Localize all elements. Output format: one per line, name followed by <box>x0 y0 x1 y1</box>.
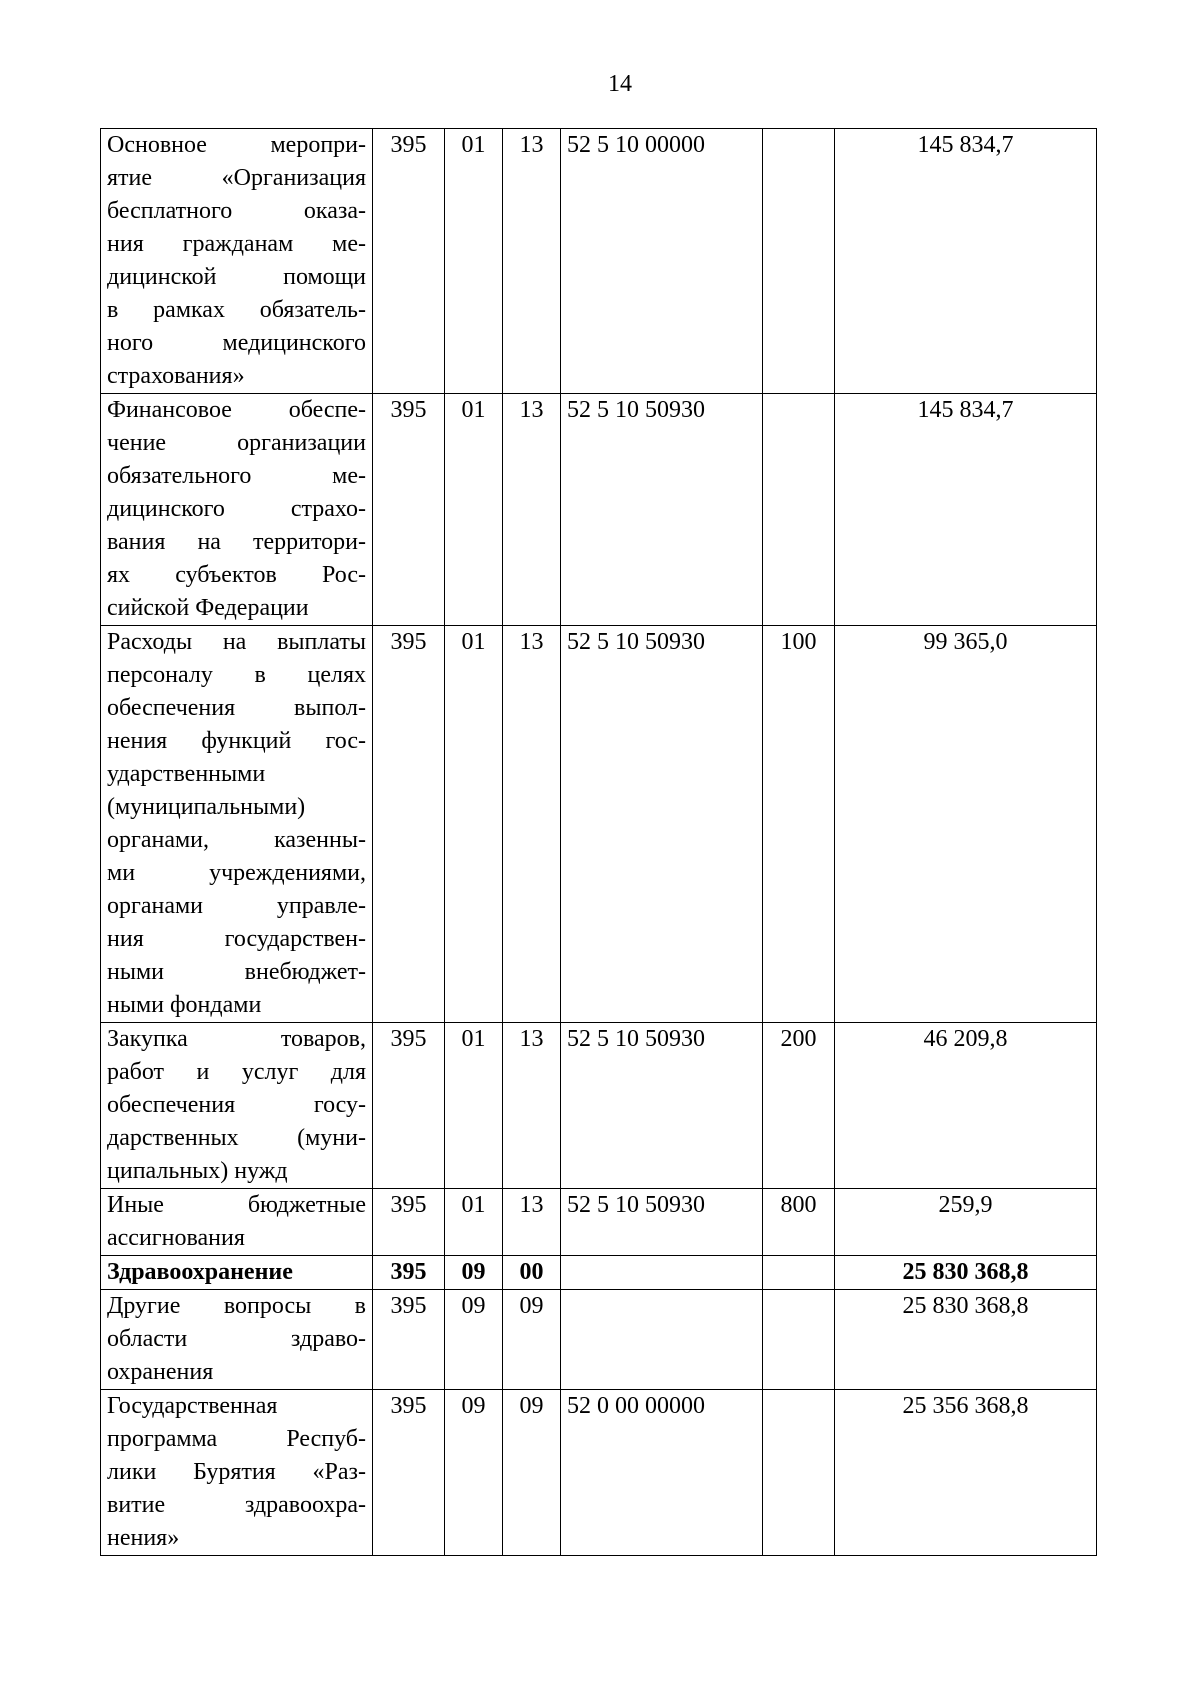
cell-name-line: области здраво- <box>107 1326 366 1352</box>
cell-section: 01 <box>445 129 503 394</box>
cell-subsection: 13 <box>503 394 561 626</box>
cell-subsection: 09 <box>503 1390 561 1556</box>
cell-subsection: 13 <box>503 129 561 394</box>
cell-name-line: лики Бурятия «Раз- <box>107 1459 366 1485</box>
cell-name-line: дицинской помощи <box>107 264 366 290</box>
cell-name-line: ях субъектов Рос- <box>107 562 366 588</box>
cell-subsection: 09 <box>503 1290 561 1390</box>
cell-expense-type <box>763 1290 835 1390</box>
cell-subsection: 00 <box>503 1256 561 1290</box>
cell-name-line: ного медицинского <box>107 330 366 356</box>
budget-table <box>100 128 1097 1556</box>
cell-name-line: ными фондами <box>107 992 262 1018</box>
cell-name-line: в рамках обязатель- <box>107 297 366 323</box>
cell-name-line: органами управле- <box>107 893 366 919</box>
cell-name <box>101 1189 373 1256</box>
cell-name <box>101 129 373 394</box>
cell-expense-type: 200 <box>763 1023 835 1189</box>
cell-name-line: Расходы на выплаты <box>107 629 366 655</box>
cell-target-article <box>561 1256 763 1290</box>
cell-section: 09 <box>445 1390 503 1556</box>
cell-expense-type <box>763 394 835 626</box>
cell-name <box>101 626 373 1023</box>
cell-grbs: 395 <box>373 394 445 626</box>
cell-amount: 25 356 368,8 <box>835 1390 1097 1556</box>
table-row <box>101 394 1097 626</box>
table-row <box>101 1189 1097 1256</box>
cell-name-line: обязательного ме- <box>107 463 366 489</box>
cell-name-line: работ и услуг для <box>107 1059 366 1085</box>
cell-name <box>101 1390 373 1556</box>
cell-target-article <box>561 1290 763 1390</box>
cell-name-line: Основное меропри- <box>107 132 366 158</box>
page-number: 14 <box>608 71 632 97</box>
cell-name-line: ципальных) нужд <box>107 1158 288 1184</box>
cell-expense-type: 100 <box>763 626 835 1023</box>
cell-grbs: 395 <box>373 1189 445 1256</box>
cell-name-line: персоналу в целях <box>107 662 366 688</box>
cell-section: 01 <box>445 1023 503 1189</box>
cell-grbs: 395 <box>373 1390 445 1556</box>
table-row <box>101 1290 1097 1390</box>
cell-name-line: сийской Федерации <box>107 595 309 621</box>
cell-name-line: ными внебюджет- <box>107 959 366 985</box>
table-row <box>101 1390 1097 1556</box>
cell-name-line: ассигнования <box>107 1225 245 1251</box>
cell-name-line: нения функций гос- <box>107 728 366 754</box>
cell-name-line: дарственных (муни- <box>107 1125 366 1151</box>
cell-name-line: чение организации <box>107 430 366 456</box>
cell-name <box>101 1290 373 1390</box>
cell-name-line: ятие «Организация <box>107 165 366 191</box>
cell-grbs: 395 <box>373 1256 445 1290</box>
cell-target-article: 52 5 10 50930 <box>561 1189 763 1256</box>
cell-name-line: дицинского страхо- <box>107 496 366 522</box>
cell-amount: 25 830 368,8 <box>835 1256 1097 1290</box>
cell-name-line: ния государствен- <box>107 926 366 952</box>
cell-expense-type: 800 <box>763 1189 835 1256</box>
cell-target-article: 52 5 10 50930 <box>561 626 763 1023</box>
cell-name-line: вания на территори- <box>107 529 366 555</box>
cell-target-article: 52 5 10 00000 <box>561 129 763 394</box>
table-row <box>101 626 1097 1023</box>
cell-section: 01 <box>445 1189 503 1256</box>
cell-name-line: Иные бюджетные <box>107 1192 366 1218</box>
table-row <box>101 1256 1097 1290</box>
cell-name-line: Государственная <box>107 1393 278 1419</box>
cell-name-line: Закупка товаров, <box>107 1026 366 1052</box>
cell-grbs: 395 <box>373 129 445 394</box>
cell-amount: 25 830 368,8 <box>835 1290 1097 1390</box>
cell-name-line: нения» <box>107 1525 180 1551</box>
cell-expense-type <box>763 1256 835 1290</box>
table-row <box>101 1023 1097 1189</box>
cell-amount: 259,9 <box>835 1189 1097 1256</box>
cell-name-line: охранения <box>107 1359 214 1385</box>
cell-subsection: 13 <box>503 1189 561 1256</box>
cell-name <box>101 394 373 626</box>
cell-name <box>101 1023 373 1189</box>
cell-name-line: (муниципальными) <box>107 794 306 820</box>
cell-name-line: органами, казенны- <box>107 827 366 853</box>
cell-name-line: витие здравоохра- <box>107 1492 366 1518</box>
cell-name <box>101 1256 373 1290</box>
cell-name-line: ударственными <box>107 761 266 787</box>
cell-target-article: 52 5 10 50930 <box>561 394 763 626</box>
cell-grbs: 395 <box>373 1023 445 1189</box>
cell-grbs: 395 <box>373 626 445 1023</box>
cell-amount: 99 365,0 <box>835 626 1097 1023</box>
cell-name-line: обеспечения госу- <box>107 1092 366 1118</box>
cell-subsection: 13 <box>503 626 561 1023</box>
cell-section: 09 <box>445 1256 503 1290</box>
cell-subsection: 13 <box>503 1023 561 1189</box>
cell-name-line: Другие вопросы в <box>107 1293 366 1319</box>
cell-grbs: 395 <box>373 1290 445 1390</box>
cell-amount: 145 834,7 <box>835 394 1097 626</box>
cell-expense-type <box>763 129 835 394</box>
cell-name-line: Финансовое обеспе- <box>107 397 366 423</box>
table-row <box>101 129 1097 394</box>
cell-section: 01 <box>445 394 503 626</box>
cell-name-line: страхования» <box>107 363 245 389</box>
cell-expense-type <box>763 1390 835 1556</box>
cell-amount: 145 834,7 <box>835 129 1097 394</box>
cell-target-article: 52 0 00 00000 <box>561 1390 763 1556</box>
cell-name-line: ми учреждениями, <box>107 860 366 886</box>
cell-section: 09 <box>445 1290 503 1390</box>
cell-target-article: 52 5 10 50930 <box>561 1023 763 1189</box>
cell-name-line: ния гражданам ме- <box>107 231 366 257</box>
cell-name-line: бесплатного оказа- <box>107 198 366 224</box>
cell-name-line: Здравоохранение <box>107 1259 293 1285</box>
cell-name-line: программа Респуб- <box>107 1426 366 1452</box>
cell-amount: 46 209,8 <box>835 1023 1097 1189</box>
cell-section: 01 <box>445 626 503 1023</box>
cell-name-line: обеспечения выпол- <box>107 695 366 721</box>
